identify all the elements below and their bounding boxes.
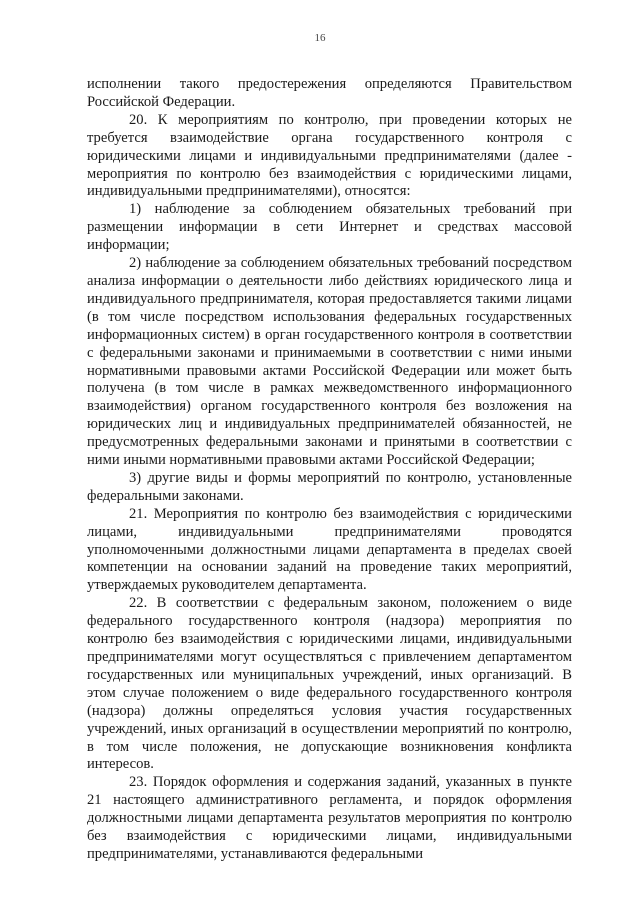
paragraph-20: 20. К мероприятиям по контролю, при проведении которых не требуется взаимодействие органа государственного контроля с юридическими лицами и индивидуальными предпринимателями (далее - мероприятия по контролю без взаимодействия с юридическими лицами, индивидуальными предпринимателями), относятся:: [87, 111, 572, 200]
list-item-1: 1) наблюдение за соблюдением обязательных требований при размещении информации в сети Интернет и средствах массовой информации;: [87, 201, 572, 254]
list-item-2: 2) наблюдение за соблюдением обязательных требований посредством анализа информации о деятельности либо действиях юридического лица и индивидуального предпринимателя, которая предоставляется такими лицами (в том числе посредством использования федеральных государственных информационных систем) в орган государственного контроля в соответствии с федеральными законами и принимаемыми в соответствии с ними иными нормативными правовыми актами Российской Федерации или может быть получена (в том числе в рамках межведомственного информационного взаимодействия) органом государственного контроля без возложения на юридических лиц и индивидуальных предпринимателей обязанностей, не предусмотренных федеральными законами и принятыми в соответствии с ними иными нормативными правовыми актами Российской Федерации;: [87, 255, 572, 469]
document-body: [87, 76, 572, 864]
paragraph-23: 23. Порядок оформления и содержания заданий, указанных в пункте 21 настоящего административного регламента, и порядок оформления должностными лицами департамента результатов мероприятия по контролю без взаимодействия с юридическими лицами, индивидуальными предпринимателями, устанавливаются федеральными: [87, 774, 572, 862]
paragraph-22: 22. В соответствии с федеральным законом, положением о виде федерального государственного контроля (надзора) мероприятия по контролю без взаимодействия с юридическими лицами, индивидуальными предпринимателями могут осуществляться с привлечением департаментом государственных или муниципальных учреждений, иных организаций. В этом случае положением о виде федерального государственного контроля (надзора) должны определяться условия участия государственных учреждений, иных организаций в осуществлении мероприятий по контролю, в том числе положения, не допускающие возникновения конфликта интересов.: [87, 595, 572, 773]
list-item-3: 3) другие виды и формы мероприятий по контролю, установленные федеральными законами.: [87, 469, 572, 504]
paragraph-continuation: исполнении такого предостережения определяются Правительством Российской Федерации.: [87, 76, 572, 110]
paragraph-21: 21. Мероприятия по контролю без взаимодействия с юридическими лицами, индивидуальными предпринимателями проводятся уполномоченными должностными лицами департамента в пределах своей компетенции на основании заданий на проведение таких мероприятий, утверждаемых руководителем департамента.: [87, 505, 572, 594]
page-number: 16: [314, 32, 326, 44]
